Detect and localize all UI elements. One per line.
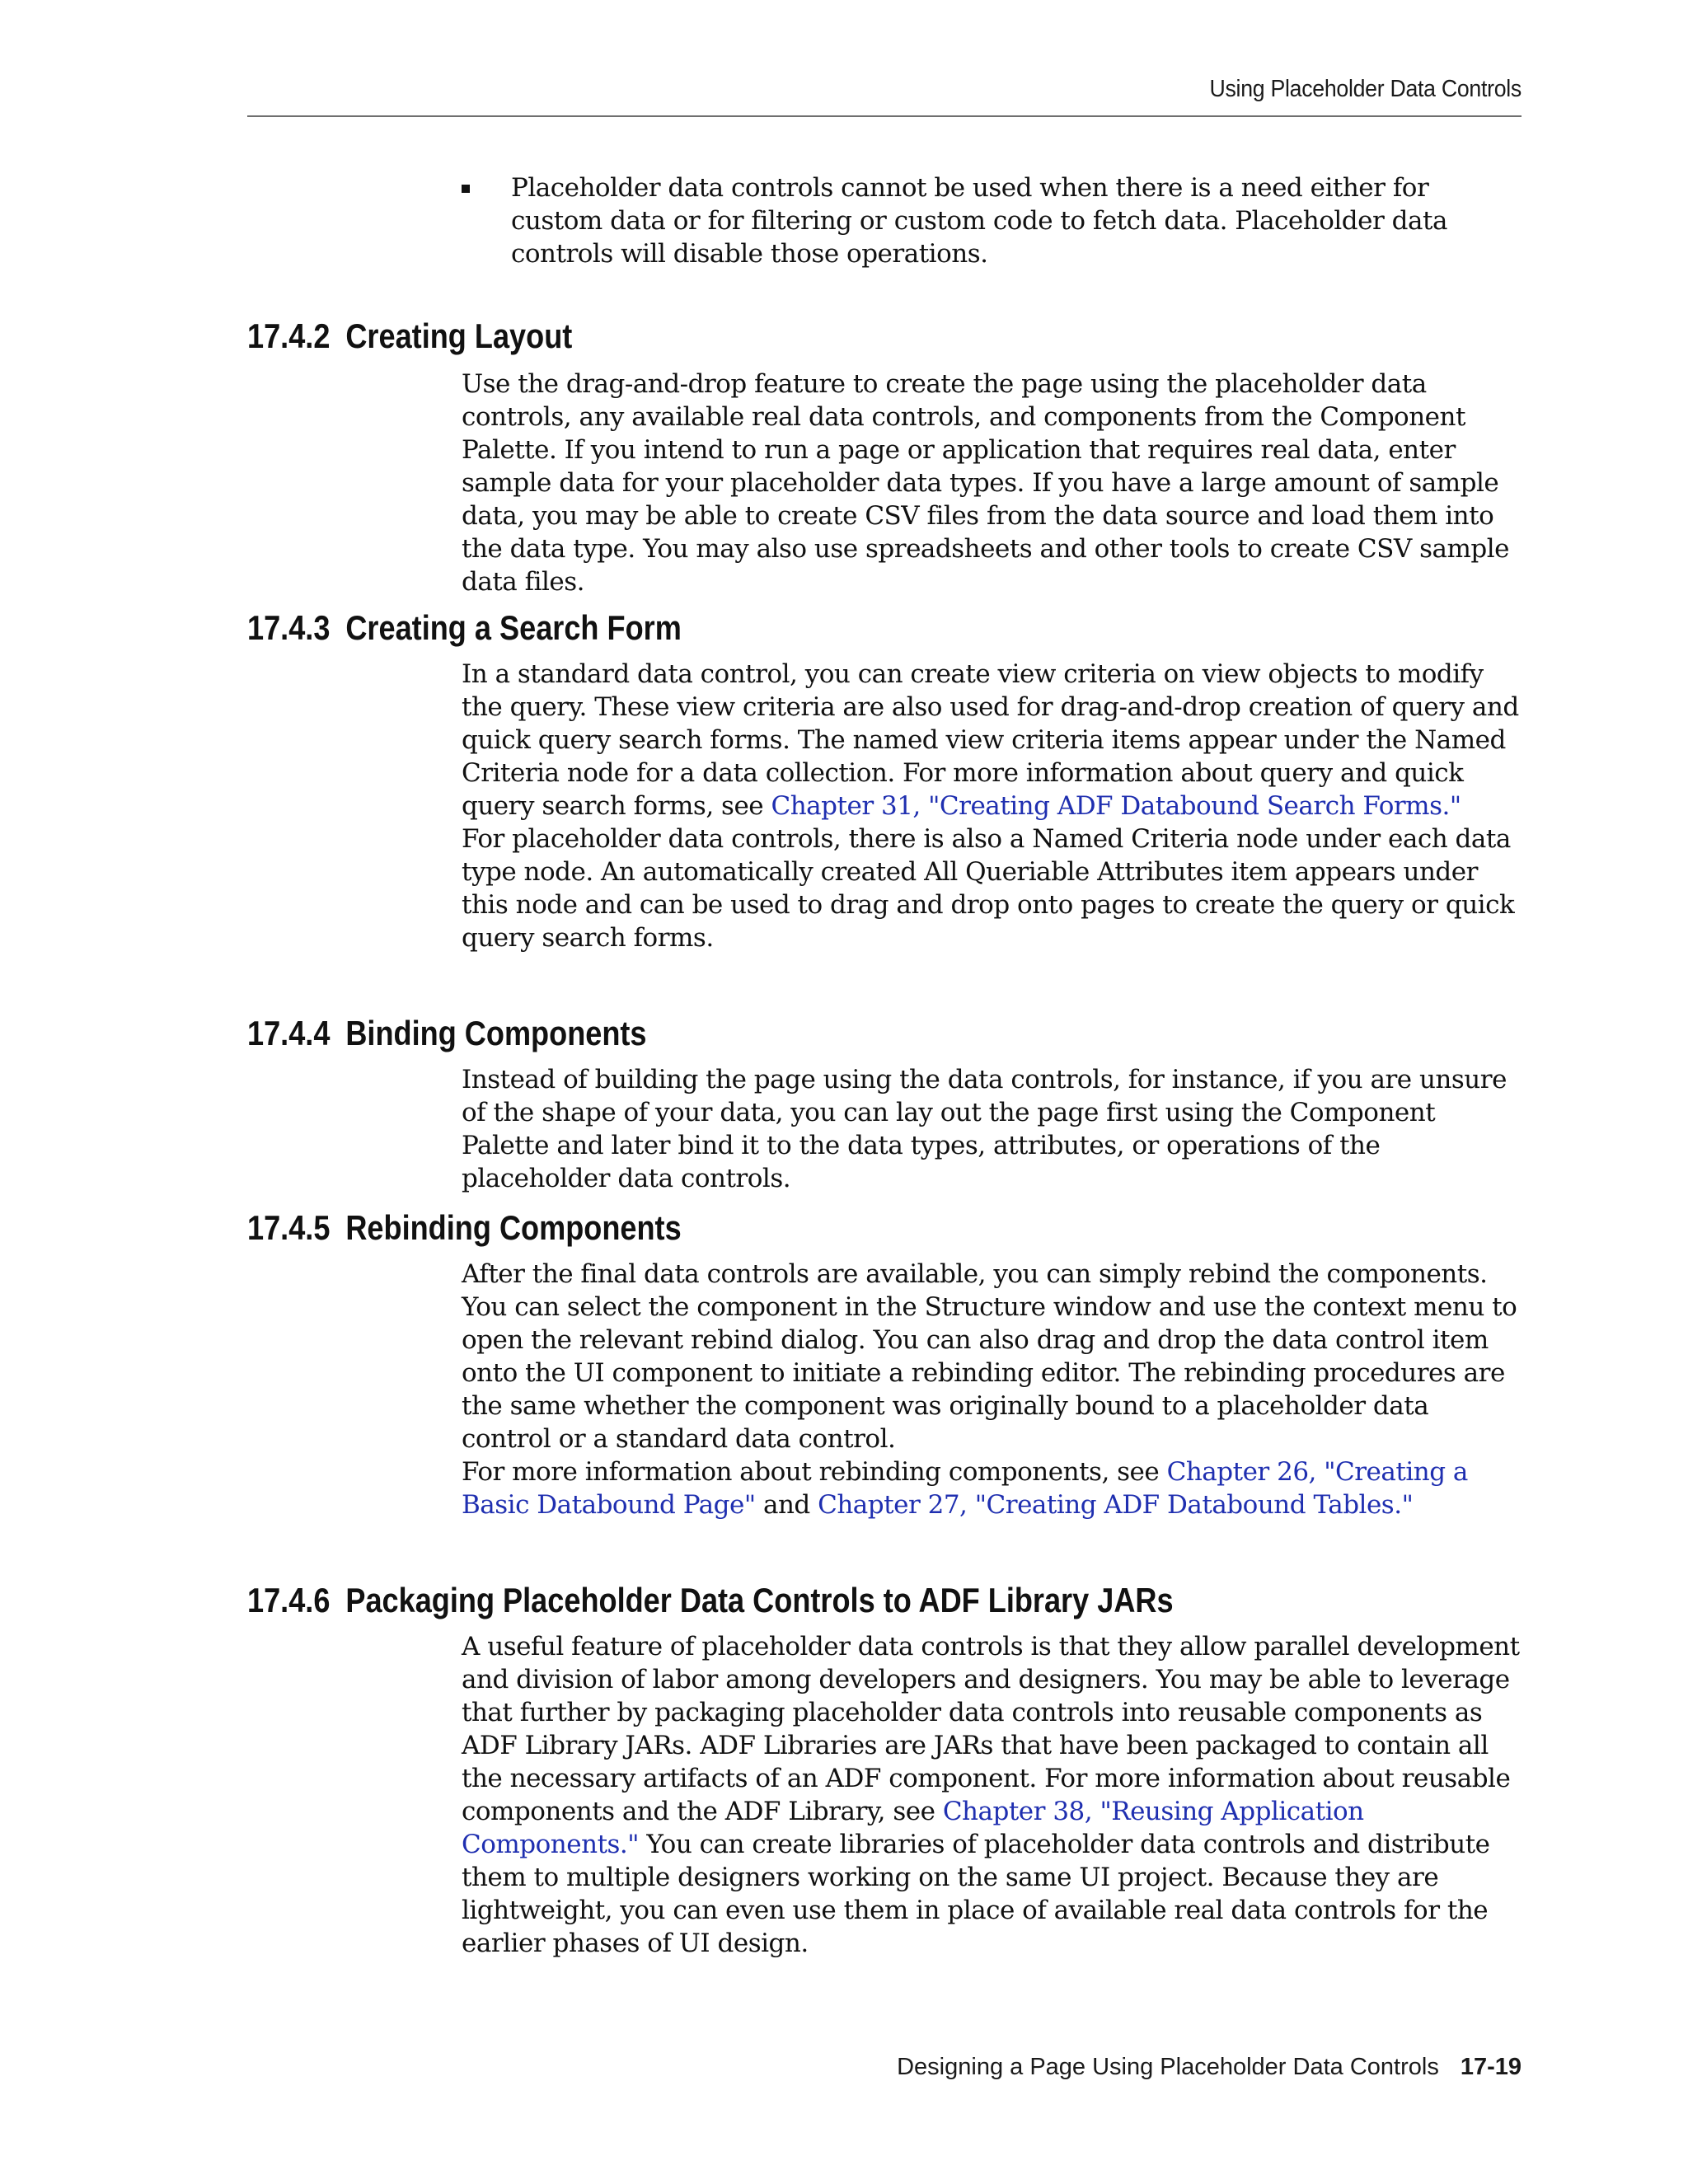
chapter-26-link[interactable]: Chapter 26, "Creating a Basic Databound Page"	[462, 1457, 1468, 1520]
footer-chapter-title: Designing a Page Using Placeholder Data Controls	[897, 2054, 1439, 2080]
paragraph: Use the drag-and-drop feature to create the page using the placeholder data controls, any available real data controls, and components from the Component Palette. If you intend to run a page or application that requires real data, enter sample data for your placeholder data types. If you have a large amount of sample data, you may be able to create CSV files from the data source and load them into the data type. You may also use spreadsheets and other tools to create CSV sample data files.	[462, 369, 1509, 597]
section-body-creating-layout	[462, 368, 1525, 598]
section-number: 17.4.5	[247, 1208, 331, 1247]
header-rule	[247, 115, 1522, 117]
section-heading-creating-layout	[247, 316, 1343, 356]
bullet-text: Placeholder data controls cannot be used when there is a need either for custom data or for filtering or custom code to fetch data. Placeholder data controls will disable those operations.	[511, 173, 1447, 269]
section-heading-rebinding-components	[247, 1208, 1343, 1248]
running-footer	[247, 2054, 1522, 2081]
section-body-creating-search-form	[462, 658, 1525, 954]
square-bullet-icon	[462, 185, 470, 193]
paragraph	[462, 1455, 1525, 1521]
section-number: 17.4.4	[247, 1014, 331, 1052]
paragraph-text: and	[755, 1490, 818, 1520]
paragraph: After the final data controls are available, you can simply rebind the components. You can select the component in the Structure window and use the context menu to open the relevant rebind dialog. You can also drag and drop the data control item onto the UI component to initiate a rebinding editor. The rebinding procedures are the same whether the component was originally bound to a placeholder data control or a standard data control.	[462, 1259, 1517, 1454]
bullet-list	[462, 171, 1525, 270]
section-title: Creating a Search Form	[345, 608, 682, 647]
chapter-27-link[interactable]: Chapter 27, "Creating ADF Databound Tables."	[818, 1490, 1414, 1520]
section-body-rebinding-components	[462, 1258, 1525, 1521]
section-number: 17.4.3	[247, 608, 331, 647]
paragraph	[462, 658, 1525, 823]
section-body-packaging-placeholder-data-controls	[462, 1630, 1525, 1960]
section-heading-packaging-placeholder-data-controls	[247, 1581, 1343, 1620]
paragraph-text: A useful feature of placeholder data controls is that they allow parallel development and division of labor among developers and designers. You may be able to leverage that further by packaging placeholder data controls into reusable components as ADF Library JARs. ADF Libraries are JARs that have been packaged to contain all the necessary artifacts of an ADF component. For more information about reusable components and the ADF Library, see	[462, 1632, 1520, 1826]
page-number: 17-19	[1460, 2054, 1522, 2080]
chapter-31-link[interactable]: Chapter 31, "Creating ADF Databound Search Forms."	[771, 791, 1461, 821]
paragraph: For placeholder data controls, there is also a Named Criteria node under each data type node. An automatically created All Queriable Attributes item appears under this node and can be used to drag and drop onto pages to create the query or quick query search forms.	[462, 824, 1515, 953]
chapter-38-link[interactable]: Chapter 38, "Reusing Application Components."	[462, 1797, 1364, 1859]
section-heading-creating-search-form	[247, 608, 1343, 648]
section-title: Creating Layout	[345, 316, 573, 355]
paragraph-text: In a standard data control, you can create view criteria on view objects to modify the query. These view criteria are also used for drag-and-drop creation of query and quick query search forms. The named view criteria items appear under the Named Criteria node for a data collection. For more information about query and quick query search forms, see	[462, 659, 1519, 821]
section-title: Rebinding Components	[345, 1208, 682, 1247]
paragraph	[462, 1630, 1525, 1960]
paragraph-text: You can create libraries of placeholder data controls and distribute them to multiple designers working on the same UI project. Because they are lightweight, you can even use them in place of available real data controls for the earlier phases of UI design.	[462, 1830, 1490, 1958]
section-number: 17.4.2	[247, 316, 331, 355]
section-title: Binding Components	[345, 1014, 647, 1052]
section-title: Packaging Placeholder Data Controls to ADF Library JARs	[345, 1581, 1174, 1619]
section-number: 17.4.6	[247, 1581, 331, 1619]
running-header: Using Placeholder Data Controls	[1209, 76, 1522, 102]
section-body-binding-components	[462, 1063, 1525, 1195]
list-item	[462, 171, 1525, 270]
paragraph: Instead of building the page using the data controls, for instance, if you are unsure of the shape of your data, you can lay out the page first using the Component Palette and later bind it to the data types, attributes, or operations of the placeholder data controls.	[462, 1065, 1507, 1193]
section-heading-binding-components	[247, 1014, 1343, 1053]
paragraph-text: For more information about rebinding components, see	[462, 1457, 1167, 1487]
